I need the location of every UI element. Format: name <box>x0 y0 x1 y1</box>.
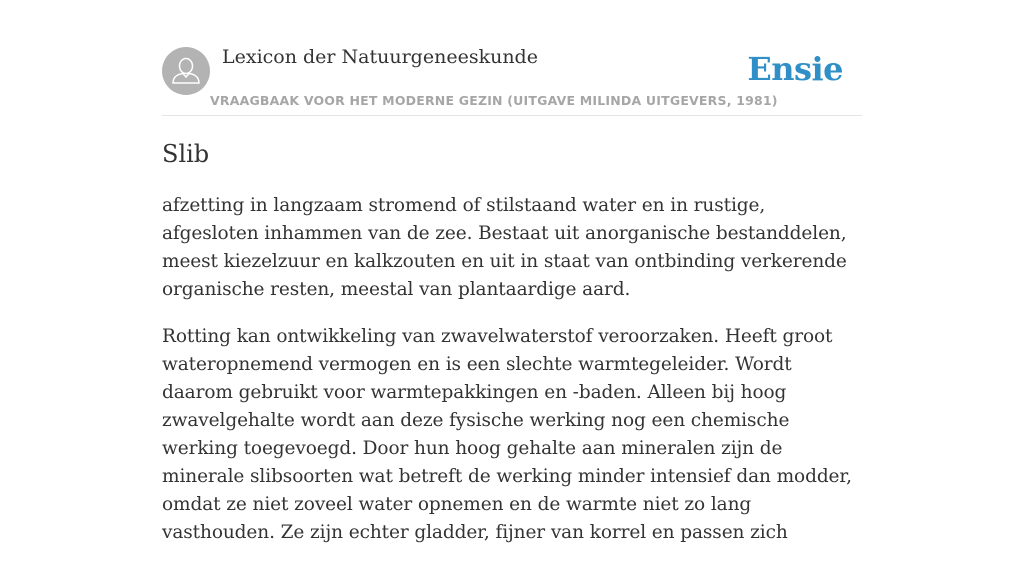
avatar[interactable] <box>162 47 210 95</box>
entry-body <box>162 192 862 566</box>
source-subtitle: VRAAGBAAK VOOR HET MODERNE GEZIN (UITGAVE MILINDA UITGEVERS, 1981) <box>210 93 778 108</box>
user-icon <box>162 47 210 95</box>
entry-paragraph: afzetting in langzaam stromend of stilstaand water en in rustige, afgesloten inhammen van de zee. Bestaat uit anorganische bestanddelen, meest kiezelzuur en kalkzouten en uit in staat van ontbinding verkerende organische resten, meestal van plantaardige aard. <box>162 195 847 300</box>
source-title-link[interactable]: Lexicon der Natuurgeneeskunde <box>222 46 538 68</box>
entry-title: Slib <box>162 140 210 168</box>
entry-paragraph: Rotting kan ontwikkeling van zwavelwaterstof veroorzaken. Heeft groot wateropnemend vermogen en is een slechte warmtegeleider. Wordt daarom gebruikt voor warmtepakkingen en -baden. Alleen bij hoog zwavelgehalte wordt aan deze fysische werking nog een chemische werking toegevoegd. Door hun hoog gehalte aan mineralen zijn de minerale slibsoorten wat betreft de werking minder intensief dan modder, omdat ze niet zoveel water opnemen en de warmte niet zo lang vasthouden. Ze zijn echter gladder, fijner van korrel en passen zich <box>162 326 852 543</box>
ensie-logo[interactable]: Ensie <box>747 50 843 88</box>
source-header <box>162 0 862 116</box>
page <box>162 0 862 543</box>
